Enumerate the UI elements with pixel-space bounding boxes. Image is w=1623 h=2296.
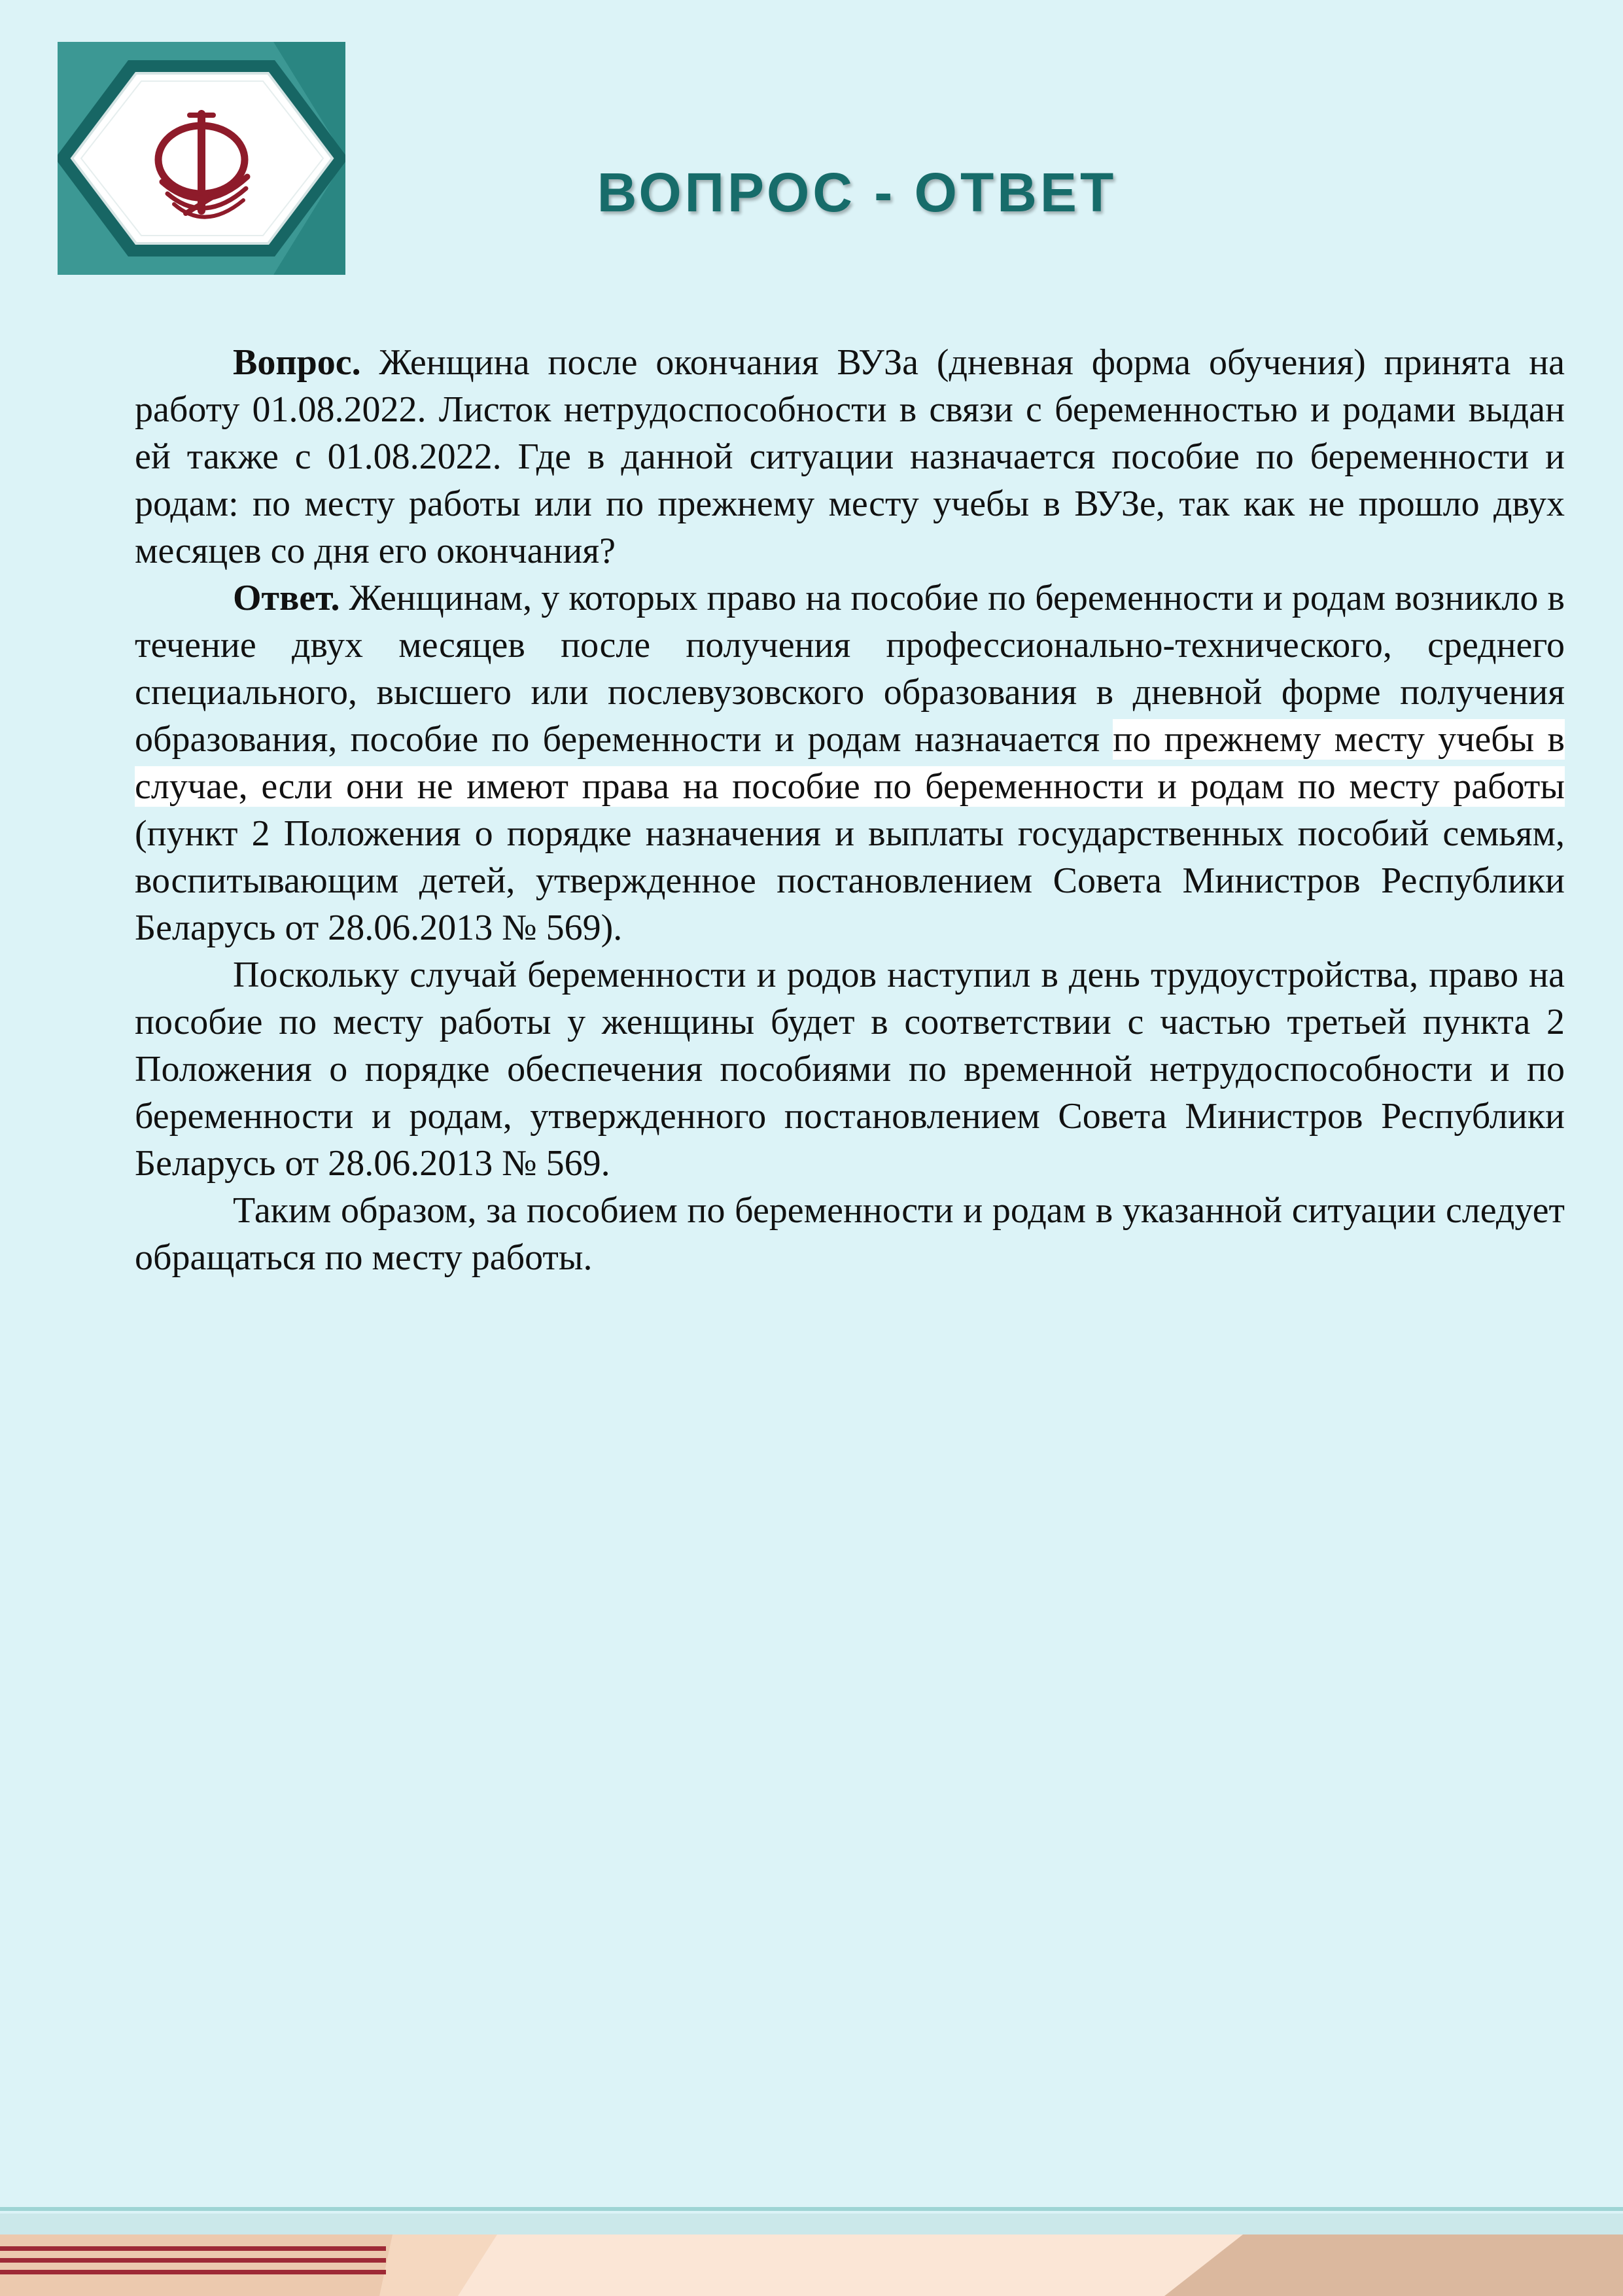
body-paragraph-4: Таким образом, за пособием по беременности и родам в указанной ситуации следует обращаться по месту работы. [135, 1190, 1565, 1278]
document-body [135, 339, 1565, 1281]
question-paragraph [135, 339, 1565, 574]
page-title: ВОПРОС - ОТВЕТ [597, 162, 1117, 224]
answer-text: Женщинам, у которых право на пособие по беременности и родам возникло в течение двух месяцев после получения профессионально-технического, среднего специального, высшего или послевузовского образования в дневной форме получения образования, пособие по беременности и родам назначается [135, 578, 1565, 760]
answer-paragraph [135, 574, 1565, 951]
logo [58, 42, 345, 275]
answer-highlighted-text: по прежнему месту учебы в случае, если они не имеют права на пособие по беременности и родам по месту работы [135, 719, 1565, 807]
answer-text-continued: (пункт 2 Положения о порядке назначения и выплаты государственных пособий семьям, воспитывающим детей, утвержденное постановлением Совета Министров Республики Беларусь от 28.06.2013 № 569). [135, 813, 1565, 948]
organization-emblem-icon [58, 42, 345, 275]
footer-stripes-graphic [0, 2204, 1623, 2296]
answer-label: Ответ. [233, 578, 340, 618]
footer-decoration [0, 2204, 1623, 2296]
question-label: Вопрос. [233, 342, 361, 383]
body-paragraph-3: Поскольку случай беременности и родов наступил в день трудоустройства, право на пособие по месту работы у женщины будет в соответствии с частью третьей пункта 2 Положения о порядке обеспечения пособиями по временной нетрудоспособности и по беременности и родам, утвержденного постановлением Совета Министров Республики Беларусь от 28.06.2013 № 569. [135, 955, 1565, 1184]
question-text: Женщина после окончания ВУЗа (дневная форма обучения) принята на работу 01.08.2022. Листок нетрудоспособности в связи с беременностью и родами выдан ей также с 01.08.2022. Где в данной ситуации назначается пособие по беременности и родам: по месту работы или по прежнему месту учебы в ВУЗе, так как не прошло двух месяцев со дня его окончания? [135, 342, 1565, 571]
